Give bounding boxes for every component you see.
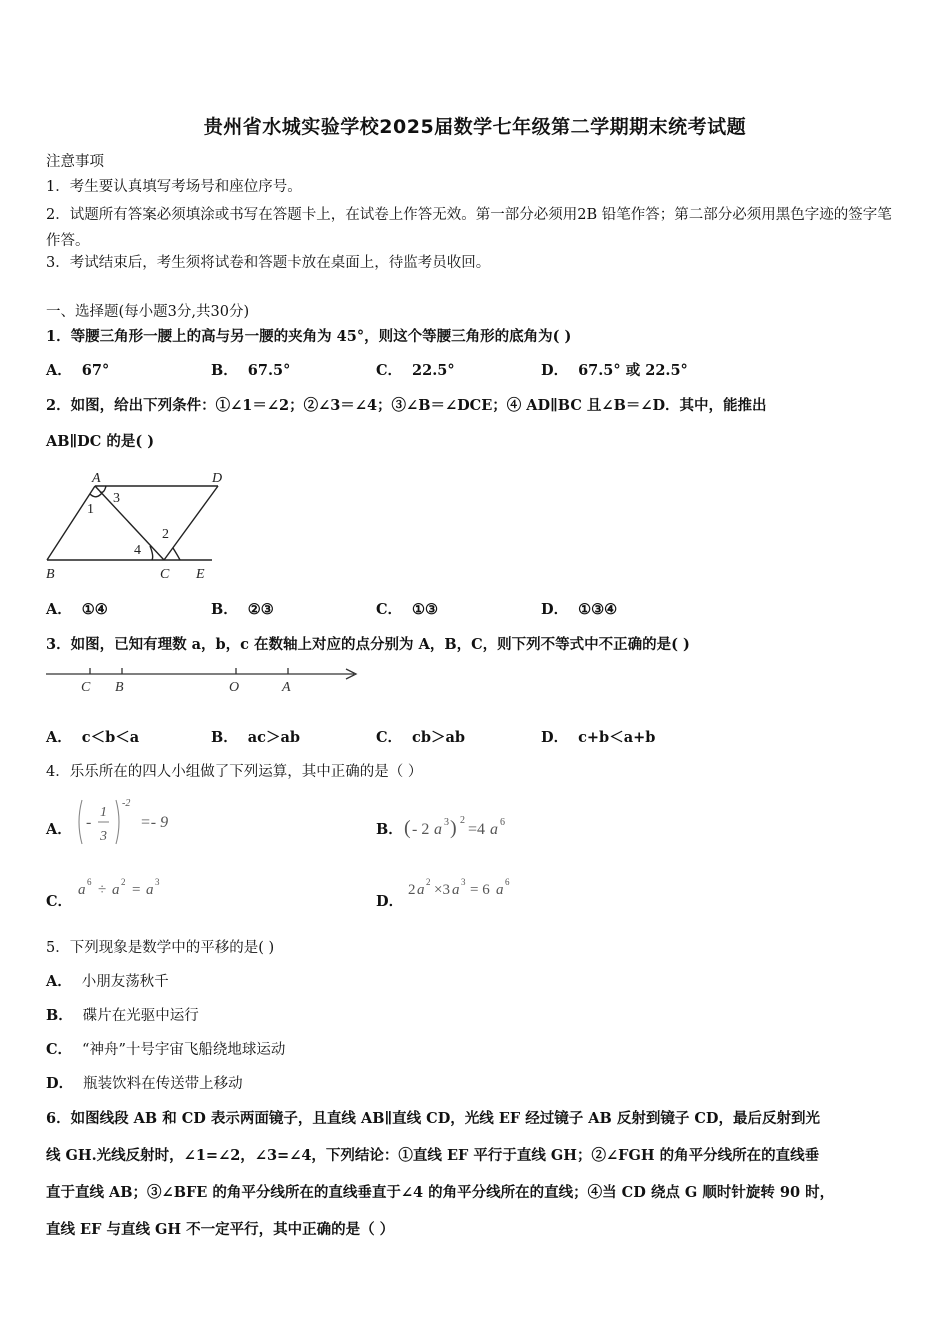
q5-option-c: C． “神舟”十号宇宙飞船绕地球运动 <box>46 1041 286 1058</box>
question-6-line-4: 直线 EF 与直线 GH 不一定平行，其中正确的是（ ） <box>46 1221 395 1238</box>
svg-text:=: = <box>132 882 141 898</box>
svg-text:): ) <box>450 817 457 839</box>
section-heading: 一、选择题(每小题3分,共30分) <box>46 304 250 320</box>
angle-4-label: 4 <box>134 543 141 558</box>
q1-option-d: D． 67.5° 或 22.5° <box>541 362 688 379</box>
notice-item-1: 1．考生要认真填写考场号和座位序号。 <box>46 179 302 195</box>
q2-option-c: C． ①③ <box>376 601 439 618</box>
svg-text:=- 9: =- 9 <box>140 814 169 831</box>
svg-text:3: 3 <box>444 817 449 828</box>
point-c-label: C <box>160 567 170 582</box>
q1-option-c: C． 22.5° <box>376 362 455 379</box>
q1-option-b: B． 67.5° <box>211 362 291 379</box>
q4-option-c-formula <box>76 874 186 902</box>
q5-option-b: B． 碟片在光驱中运行 <box>46 1007 199 1024</box>
svg-text:a: a <box>417 882 425 898</box>
q5-option-d: D． 瓶装饮料在传送带上移动 <box>46 1075 243 1092</box>
line-cd <box>164 486 218 560</box>
question-4: 4．乐乐所在的四人小组做了下列运算，其中正确的是（ ） <box>46 764 423 780</box>
q4-option-b-label: B． <box>376 821 403 838</box>
q4-option-d-formula <box>406 874 526 902</box>
svg-text:6: 6 <box>500 817 505 828</box>
q1-option-a: A． 67° <box>46 362 110 379</box>
svg-text:a: a <box>452 882 460 898</box>
question-5: 5．下列现象是数学中的平移的是( ) <box>46 940 275 956</box>
point-a-label: A <box>92 471 101 486</box>
angle-2-arc <box>173 548 180 560</box>
svg-text:a: a <box>434 821 442 838</box>
question-3: 3．如图，已知有理数 a，b，c 在数轴上对应的点分别为 A，B，C，则下列不等式中不正确的是( ) <box>46 636 690 653</box>
point-b-label: B <box>46 567 55 582</box>
question-2-line-2: AB∥DC 的是( ) <box>46 433 155 450</box>
svg-text:2: 2 <box>460 815 465 826</box>
svg-text:a: a <box>496 882 504 898</box>
point-c-label: C <box>81 680 91 695</box>
svg-text:a: a <box>78 882 86 898</box>
q3-option-a: A． c＜b＜a <box>46 729 140 746</box>
angle-1-arc <box>90 493 102 497</box>
svg-text:= 6: = 6 <box>470 882 490 898</box>
notice-item-3: 3．考试结束后，考生须将试卷和答题卡放在桌面上，待监考员收回。 <box>46 255 491 271</box>
point-b-label: B <box>115 680 124 695</box>
point-a-label: A <box>282 680 291 695</box>
q3-number-line-figure <box>40 662 370 698</box>
svg-text:3: 3 <box>461 877 466 887</box>
question-6-line-1: 6．如图线段 AB 和 CD 表示两面镜子，且直线 AB∥直线 CD，光线 EF 经过镜子 AB 反射到镜子 CD，最后反射到光 <box>46 1110 820 1127</box>
point-d-label: D <box>212 471 223 486</box>
svg-text:=4: =4 <box>468 821 486 838</box>
q4-option-b-formula <box>404 812 524 842</box>
svg-text:2: 2 <box>121 877 126 887</box>
svg-text:1: 1 <box>100 805 107 820</box>
q4-option-a-formula <box>76 796 186 848</box>
svg-text:a: a <box>112 882 120 898</box>
page-title: 贵州省水城实验学校2025届数学七年级第二学期期末统考试题 <box>203 116 747 138</box>
point-o-label: O <box>229 680 240 695</box>
svg-text:×3: ×3 <box>434 882 450 898</box>
svg-text:2: 2 <box>408 882 416 898</box>
angle-2-label: 2 <box>162 527 169 542</box>
question-6-line-2: 线 GH.光线反射时，∠1=∠2，∠3=∠4，下列结论：①直线 EF 平行于直线 GH；②∠FGH 的角平分线所在的直线垂 <box>46 1147 820 1164</box>
svg-text:3: 3 <box>100 829 107 844</box>
svg-text:÷: ÷ <box>98 882 107 898</box>
q3-option-c: C． cb＞ab <box>376 729 466 746</box>
notice-heading: 注意事项 <box>46 154 104 170</box>
q3-option-b: B． ac＞ab <box>211 729 301 746</box>
q5-option-a: A． 小朋友荡秋千 <box>46 973 169 990</box>
question-2-line-1: 2．如图，给出下列条件：①∠1＝∠2；②∠3＝∠4；③∠B＝∠DCE；④ AD∥BC 且∠B＝∠D．其中，能推出 <box>46 397 767 414</box>
svg-text:6: 6 <box>87 877 92 887</box>
q4-option-a-label: A． <box>46 821 72 838</box>
angle-3-label: 3 <box>113 491 120 506</box>
svg-text:- 2: - 2 <box>412 821 430 838</box>
question-6-line-3: 直于直线 AB；③∠BFE 的角平分线所在的直线垂直于∠4 的角平分线所在的直线；④当 CD 绕点 G 顺时针旋转 90 时， <box>46 1184 835 1201</box>
question-1: 1．等腰三角形一腰上的高与另一腰的夹角为 45°，则这个等腰三角形的底角为( ) <box>46 328 572 345</box>
svg-text:(: ( <box>404 817 411 839</box>
svg-text:6: 6 <box>505 877 510 887</box>
svg-text:a: a <box>146 882 154 898</box>
point-e-label: E <box>196 567 205 582</box>
angle-1-label: 1 <box>87 502 94 517</box>
svg-text:-2: -2 <box>122 798 131 809</box>
q4-option-d-label: D． <box>376 893 404 910</box>
svg-text:a: a <box>490 821 498 838</box>
svg-text:2: 2 <box>426 877 431 887</box>
notice-item-2: 2．试题所有答案必须填涂或书写在答题卡上，在试卷上作答无效。第一部分必须用2B 铅笔作答；第二部分必须用黑色字迹的签字笔作答。 <box>46 207 892 249</box>
svg-text:3: 3 <box>155 877 160 887</box>
q4-option-c-label: C． <box>46 893 73 910</box>
q2-option-d: D． ①③④ <box>541 601 618 618</box>
line-ac <box>95 486 164 560</box>
q2-option-b: B． ②③ <box>211 601 274 618</box>
svg-text:-: - <box>86 814 92 831</box>
q2-option-a: A． ①④ <box>46 601 108 618</box>
q3-option-d: D． c+b＜a+b <box>541 729 656 746</box>
q2-parallelogram-figure <box>40 466 223 586</box>
line-ab <box>47 486 95 560</box>
